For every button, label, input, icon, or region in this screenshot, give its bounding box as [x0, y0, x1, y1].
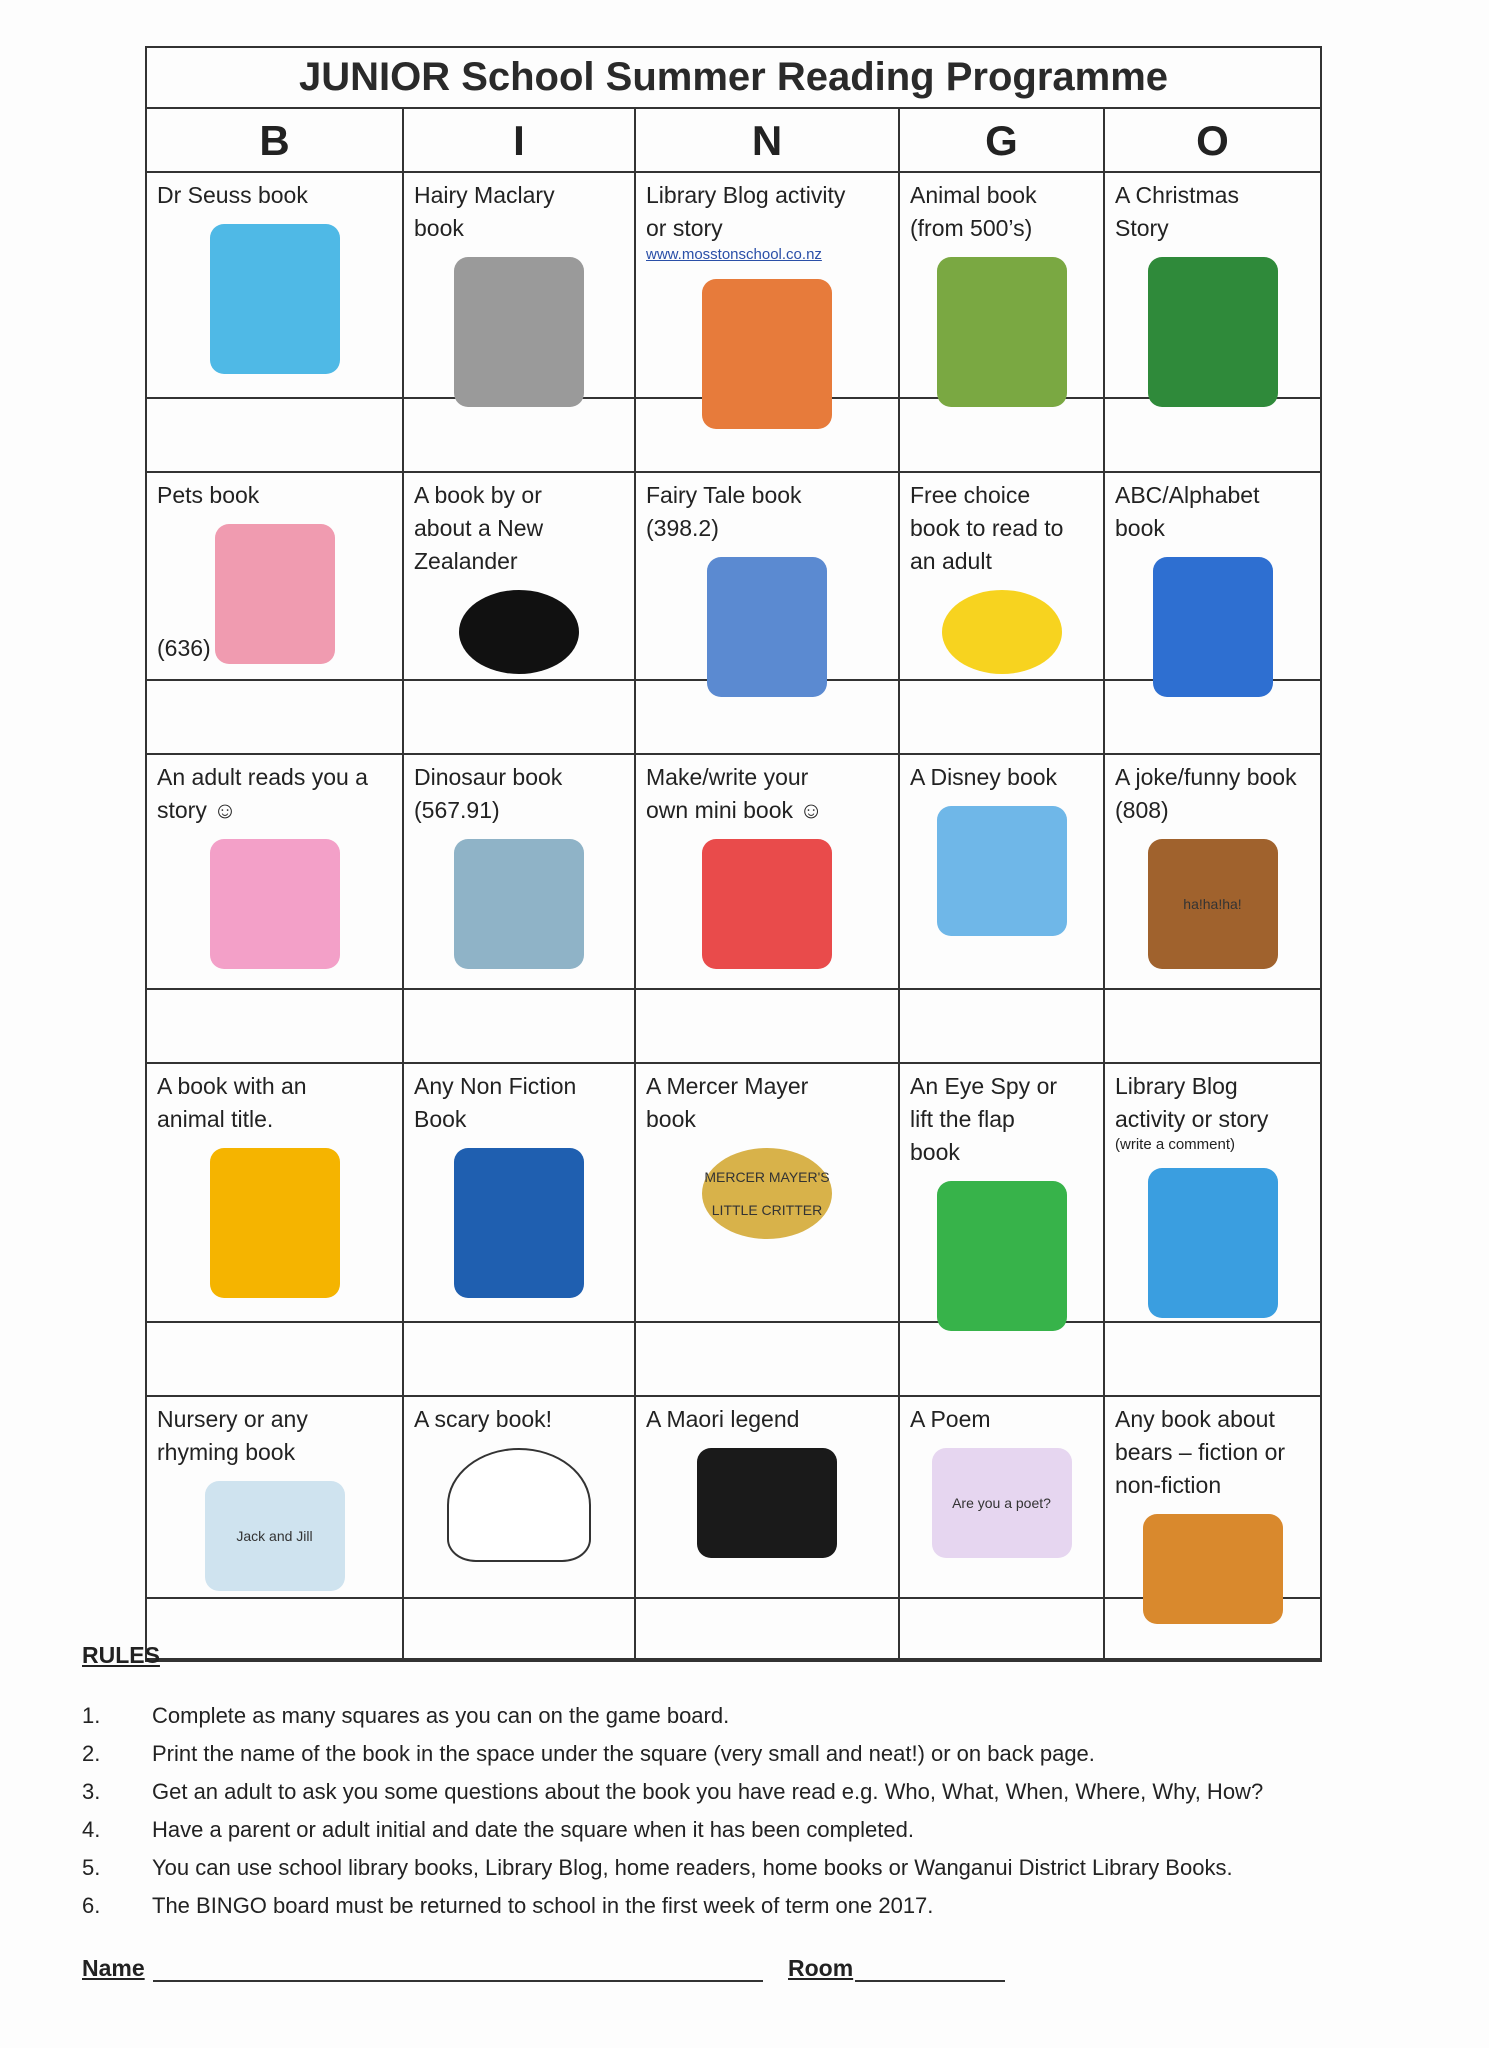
adult-reading-icon [210, 839, 340, 969]
book-name-space[interactable] [900, 1599, 1105, 1660]
tiger-cub-photo [937, 257, 1067, 407]
abc-book-icon [1153, 557, 1273, 697]
pencil-writing-icon [702, 839, 832, 969]
book-name-space[interactable] [147, 1599, 404, 1660]
silver-fern-icon [459, 590, 579, 674]
rule-text: The BINGO board must be returned to school in the first week of term one 2017. [152, 1893, 934, 1918]
picture-caption: Jack and Jill [236, 1527, 313, 1544]
book-name-space[interactable] [404, 399, 636, 473]
bingo-row [147, 755, 1320, 990]
letter-g: G [900, 109, 1105, 173]
square-label: A Maori legend [646, 1406, 800, 1432]
room-field[interactable] [788, 1955, 1005, 1982]
bingo-square[interactable] [404, 1064, 636, 1323]
bingo-square[interactable] [404, 1397, 636, 1599]
bingo-square[interactable] [147, 173, 404, 399]
letter-n: N [636, 109, 900, 173]
book-name-space[interactable] [147, 681, 404, 755]
book-name-space[interactable] [636, 399, 900, 473]
square-label: Library Blog activity or story [646, 182, 846, 241]
book-name-row [147, 1599, 1320, 1660]
bingo-square[interactable] [404, 473, 636, 681]
laughing-mouse-icon [1148, 839, 1278, 969]
book-name-space[interactable] [1105, 399, 1320, 473]
square-label: Animal book (from 500’s) [910, 182, 1037, 241]
square-label: An Eye Spy or lift the flap book [910, 1073, 1058, 1165]
green-monster-icon [937, 1181, 1067, 1331]
bingo-square[interactable] [636, 755, 900, 990]
square-label: A book with an animal title. [157, 1073, 307, 1132]
rule-number: 5. [82, 1855, 101, 1880]
name-label: Name [82, 1955, 145, 1981]
book-name-row [147, 399, 1320, 473]
maori-pattern-icon [697, 1448, 837, 1558]
dinosaur-icon [454, 839, 584, 969]
book-name-space[interactable] [404, 681, 636, 755]
book-name-row [147, 990, 1320, 1064]
rule-number: 1. [82, 1703, 101, 1728]
square-subnote: (write a comment) [1115, 1136, 1236, 1153]
bingo-row [147, 1397, 1320, 1599]
book-name-space[interactable] [900, 399, 1105, 473]
square-label: A Poem [910, 1406, 991, 1432]
square-label: Any book about bears – fiction or non-fiction [1115, 1406, 1286, 1498]
book-name-space[interactable] [1105, 1323, 1320, 1397]
book-name-space[interactable] [404, 1323, 636, 1397]
bingo-square[interactable] [900, 755, 1105, 990]
bingo-square[interactable] [636, 173, 900, 399]
book-name-space[interactable] [636, 990, 900, 1064]
bingo-square[interactable] [636, 1397, 900, 1599]
bingo-square[interactable] [636, 1064, 900, 1323]
book-name-space[interactable] [147, 990, 404, 1064]
square-label: Library Blog activity or story [1115, 1073, 1269, 1132]
book-name-space[interactable] [147, 1323, 404, 1397]
bingo-row [147, 473, 1320, 681]
rule-text: You can use school library books, Library Blog, home readers, home books or Wanganui District Library Books. [152, 1855, 1233, 1880]
book-name-space[interactable] [404, 990, 636, 1064]
rule-number: 4. [82, 1817, 101, 1842]
bingo-square[interactable] [636, 473, 900, 681]
rule-item [82, 1817, 914, 1843]
dog-with-bone-icon [454, 257, 584, 407]
bingo-square[interactable] [1105, 1064, 1320, 1323]
bingo-square[interactable] [900, 473, 1105, 681]
bingo-square[interactable] [1105, 173, 1320, 399]
letter-i: I [404, 109, 636, 173]
name-line[interactable] [153, 1956, 763, 1982]
poet-bubble-icon [932, 1448, 1072, 1558]
letter-b: B [147, 109, 404, 173]
christmas-tree-icon [1148, 257, 1278, 407]
book-name-space[interactable] [900, 1323, 1105, 1397]
name-field[interactable] [82, 1955, 763, 1982]
bingo-square[interactable] [404, 173, 636, 399]
ghost-icon [447, 1448, 591, 1562]
square-label: Hairy Maclary book [414, 182, 555, 241]
bingo-square[interactable] [1105, 473, 1320, 681]
book-name-space[interactable] [404, 1599, 636, 1660]
solar-system-icon [454, 1148, 584, 1298]
bingo-square[interactable] [900, 173, 1105, 399]
book-name-row [147, 1323, 1320, 1397]
square-label: A Disney book [910, 764, 1058, 790]
book-name-space[interactable] [636, 1323, 900, 1397]
rule-number: 3. [82, 1779, 101, 1804]
square-label: Fairy Tale book (398.2) [646, 482, 802, 541]
bingo-header-row [147, 109, 1320, 173]
rule-text: Have a parent or adult initial and date the square when it has been completed. [152, 1817, 914, 1842]
rule-number: 6. [82, 1893, 101, 1918]
rule-item [82, 1779, 1263, 1805]
book-name-space[interactable] [636, 1599, 900, 1660]
animal-train-icon [210, 1148, 340, 1298]
bingo-square[interactable] [1105, 1397, 1320, 1599]
book-name-space[interactable] [636, 681, 900, 755]
picture-caption: ha!ha!ha! [1183, 895, 1242, 912]
rule-item [82, 1893, 933, 1919]
rule-text: Get an adult to ask you some questions about the book you have read e.g. Who, What, When, Where, Why, How? [152, 1779, 1264, 1804]
bingo-square[interactable] [147, 1397, 404, 1599]
bingo-square[interactable] [147, 755, 404, 990]
square-label: Dr Seuss book [157, 182, 308, 208]
bingo-row [147, 1064, 1320, 1323]
square-label: A joke/funny book (808) [1115, 764, 1297, 823]
room-label: Room [788, 1955, 854, 1981]
book-name-space[interactable] [1105, 1599, 1320, 1660]
picture-caption: Are you a poet? [952, 1494, 1051, 1511]
book-name-space[interactable] [147, 399, 404, 473]
book-name-space[interactable] [1105, 990, 1320, 1064]
room-line[interactable] [855, 1956, 1005, 1982]
jack-and-jill-icon [205, 1481, 345, 1591]
rule-item [82, 1703, 729, 1729]
square-label: A book by or about a New Zealander [414, 482, 544, 574]
bingo-row [147, 173, 1320, 399]
square-label: Nursery or any rhyming book [157, 1406, 308, 1465]
square-label: Make/write your own mini book ☺ [646, 764, 823, 823]
rule-text: Print the name of the book in the space under the square (very small and neat!) or on back page. [152, 1741, 1095, 1766]
square-label: Pets book [157, 482, 260, 508]
square-label: A Christmas Story [1115, 182, 1239, 241]
square-label: A scary book! [414, 1406, 553, 1432]
dewey-number: (636) [157, 635, 211, 661]
fish-bowl-icon [210, 224, 340, 374]
square-label: Free choice book to read to an adult [910, 482, 1064, 574]
bingo-square[interactable] [147, 473, 404, 681]
bingo-square[interactable] [147, 1064, 404, 1323]
rule-text: Complete as many squares as you can on the game board. [152, 1703, 730, 1728]
square-label: Any Non Fiction Book [414, 1073, 577, 1132]
red-riding-hood-icon [707, 557, 827, 697]
picture-caption: MERCER MAYER'S LITTLE CRITTER [704, 1168, 830, 1218]
rule-number: 2. [82, 1741, 101, 1766]
book-name-space[interactable] [900, 681, 1105, 755]
smiley-face-icon [942, 590, 1062, 674]
rule-item [82, 1855, 1233, 1881]
cinderella-icon [937, 806, 1067, 936]
square-label: Dinosaur book (567.91) [414, 764, 563, 823]
rule-item [82, 1741, 1095, 1767]
little-critter-badge [702, 1148, 832, 1239]
square-label: ABC/Alphabet book [1115, 482, 1260, 541]
book-name-space[interactable] [1105, 681, 1320, 755]
book-name-space[interactable] [900, 990, 1105, 1064]
school-website-link[interactable]: www.mosstonschool.co.nz [646, 246, 822, 263]
bingo-square[interactable] [900, 1397, 1105, 1599]
bingo-square[interactable] [404, 755, 636, 990]
bingo-square[interactable] [900, 1064, 1105, 1323]
bingo-board [145, 46, 1322, 1662]
vet-with-pets-icon [215, 524, 335, 664]
kids-laptop-icon [1148, 1168, 1278, 1318]
letter-o: O [1105, 109, 1320, 173]
page-title: JUNIOR School Summer Reading Programme [147, 48, 1320, 109]
square-label: A Mercer Mayer book [646, 1073, 809, 1132]
square-label: An adult reads you a story ☺ [157, 764, 368, 823]
bingo-square[interactable] [1105, 755, 1320, 990]
rules-heading: RULES [82, 1642, 160, 1668]
book-name-row [147, 681, 1320, 755]
